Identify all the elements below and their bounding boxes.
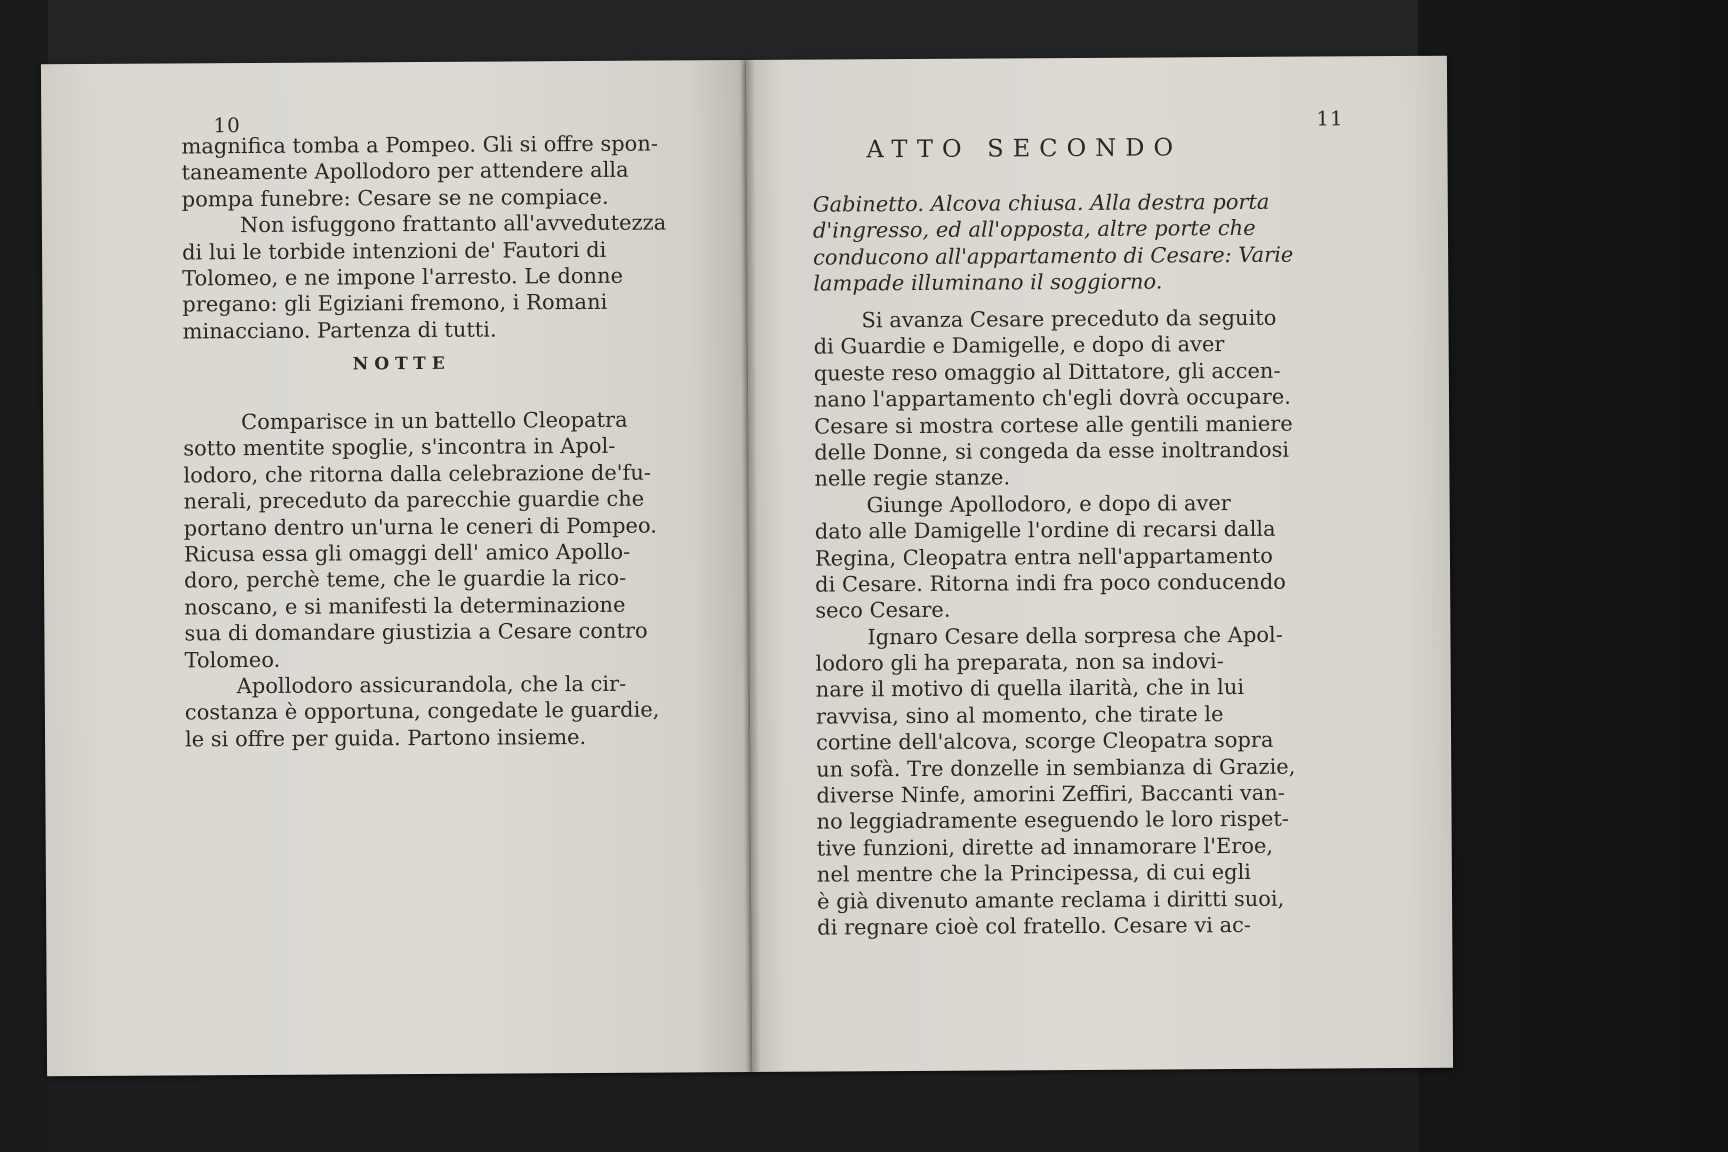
right-page-number: 11 <box>1316 106 1344 131</box>
text-line: lampade illuminano il soggiorno. <box>813 269 1163 296</box>
text-line: magnifica tomba a Pompeo. Gli si offre spon- <box>181 131 658 159</box>
text-line: taneamente Apollodoro per attendere alla <box>181 158 629 185</box>
text-line: Gabinetto. Alcova chiusa. Alla destra porta <box>812 189 1270 217</box>
text-line: Giunge Apollodoro, e dopo di aver <box>866 490 1231 518</box>
text-line: di Guardie e Damigelle, e dopo di aver <box>813 332 1225 359</box>
text-line: minacciano. Partenza di tutti. <box>182 317 497 344</box>
text-line: Tolomeo, e ne impone l'arresto. Le donne <box>182 263 624 291</box>
scanner-edge-right <box>1418 0 1728 1152</box>
left-page <box>41 60 752 1076</box>
text-line: no leggiadramente eseguendo le loro rispet- <box>816 807 1289 835</box>
text-line: noscano, e si manifesti la determinazione <box>184 592 626 620</box>
text-line: nerali, preceduto da parecchie guardie che <box>183 486 645 514</box>
text-line: nel mentre che la Principessa, di cui egli <box>816 860 1252 887</box>
text-line: pregano: gli Egiziani fremono, i Romani <box>182 290 608 317</box>
right-page <box>746 56 1453 1072</box>
text-line: seco Cesare. <box>815 598 951 623</box>
right-paragraph-1 <box>813 305 1296 941</box>
text-line: di regnare cioè col fratello. Cesare vi ac- <box>817 912 1252 940</box>
text-line: di lui le torbide intenzioni de' Fautori di <box>181 237 607 265</box>
text-line: nelle regie stanze. <box>814 465 1011 491</box>
text-line: Si avanza Cesare preceduto da seguito <box>861 305 1277 333</box>
text-line: Non isfuggono frattanto all'avvedutezza <box>239 210 667 238</box>
left-paragraph-1 <box>181 130 667 344</box>
text-line: pompa funebre: Cesare se ne compiace. <box>181 184 609 212</box>
act-title: ATTO SECONDO <box>866 133 1183 164</box>
text-line: costanza è opportuna, congedate le guardie, <box>184 697 660 725</box>
text-line: un sofà. Tre donzelle in sembianza di Grazie, <box>816 754 1296 782</box>
stage-direction <box>813 189 1294 297</box>
text-line: portano dentro un'urna le ceneri di Pompeo. <box>183 513 657 541</box>
left-page-number: 10 <box>213 113 241 138</box>
text-line: nano l'appartamento ch'egli dovrà occupare. <box>813 384 1292 412</box>
text-line: tive funzioni, dirette ad innamorare l'Eroe, <box>816 833 1274 861</box>
text-line: è già divenuto amante reclama i diritti suoi, <box>816 886 1285 914</box>
section-title-notte: NOTTE <box>352 353 451 375</box>
text-line: sotto mentite spoglie, s'incontra in Apol- <box>183 434 616 461</box>
text-line: Comparisce in un battello Cleopatra <box>241 407 628 435</box>
text-line: queste reso omaggio al Dittatore, gli accen- <box>813 358 1281 386</box>
text-line: lodoro, che ritorna dalla celebrazione de'fu- <box>183 460 651 488</box>
text-line: dato alle Damigelle l'ordine di recarsi dalla <box>814 516 1276 544</box>
text-line: Ignaro Cesare della sorpresa che Apol- <box>867 622 1283 649</box>
text-line: Ricusa essa gli omaggi dell' amico Apollo- <box>183 539 631 567</box>
text-line: nare il motivo di quella ilarità, che in lui <box>815 675 1245 703</box>
text-line: diverse Ninfe, amorini Zeffiri, Baccanti van- <box>816 780 1285 808</box>
text-line: doro, perchè teme, che le guardie la rico- <box>184 566 627 593</box>
text-line: cortine dell'alcova, scorge Cleopatra sopra <box>816 728 1274 755</box>
text-line: Apollodoro assicurandola, che la cir- <box>236 671 627 699</box>
text-line: d'ingresso, ed all'opposta, altre porte che <box>812 216 1256 243</box>
open-book <box>41 56 1453 1077</box>
text-line: ravvisa, sino al momento, che tirate le <box>815 701 1224 729</box>
text-line: Regina, Cleopatra entra nell'appartamento <box>814 543 1273 571</box>
text-line: di Cesare. Ritorna indi fra poco conducendo <box>815 569 1286 597</box>
text-line: conducono all'appartamento di Cesare: Varie <box>813 242 1294 270</box>
text-line: le si offre per guida. Partono insieme. <box>184 724 587 752</box>
text-line: Tolomeo. <box>184 647 281 672</box>
text-line: sua di domandare giustizia a Cesare contro <box>184 618 648 646</box>
left-paragraph-2 <box>183 407 660 753</box>
text-line: lodoro gli ha preparata, non sa indovi- <box>815 649 1224 676</box>
text-line: delle Donne, si congeda da esse inoltrandosi <box>814 437 1290 465</box>
text-line: Cesare si mostra cortese alle gentili maniere <box>814 411 1293 439</box>
